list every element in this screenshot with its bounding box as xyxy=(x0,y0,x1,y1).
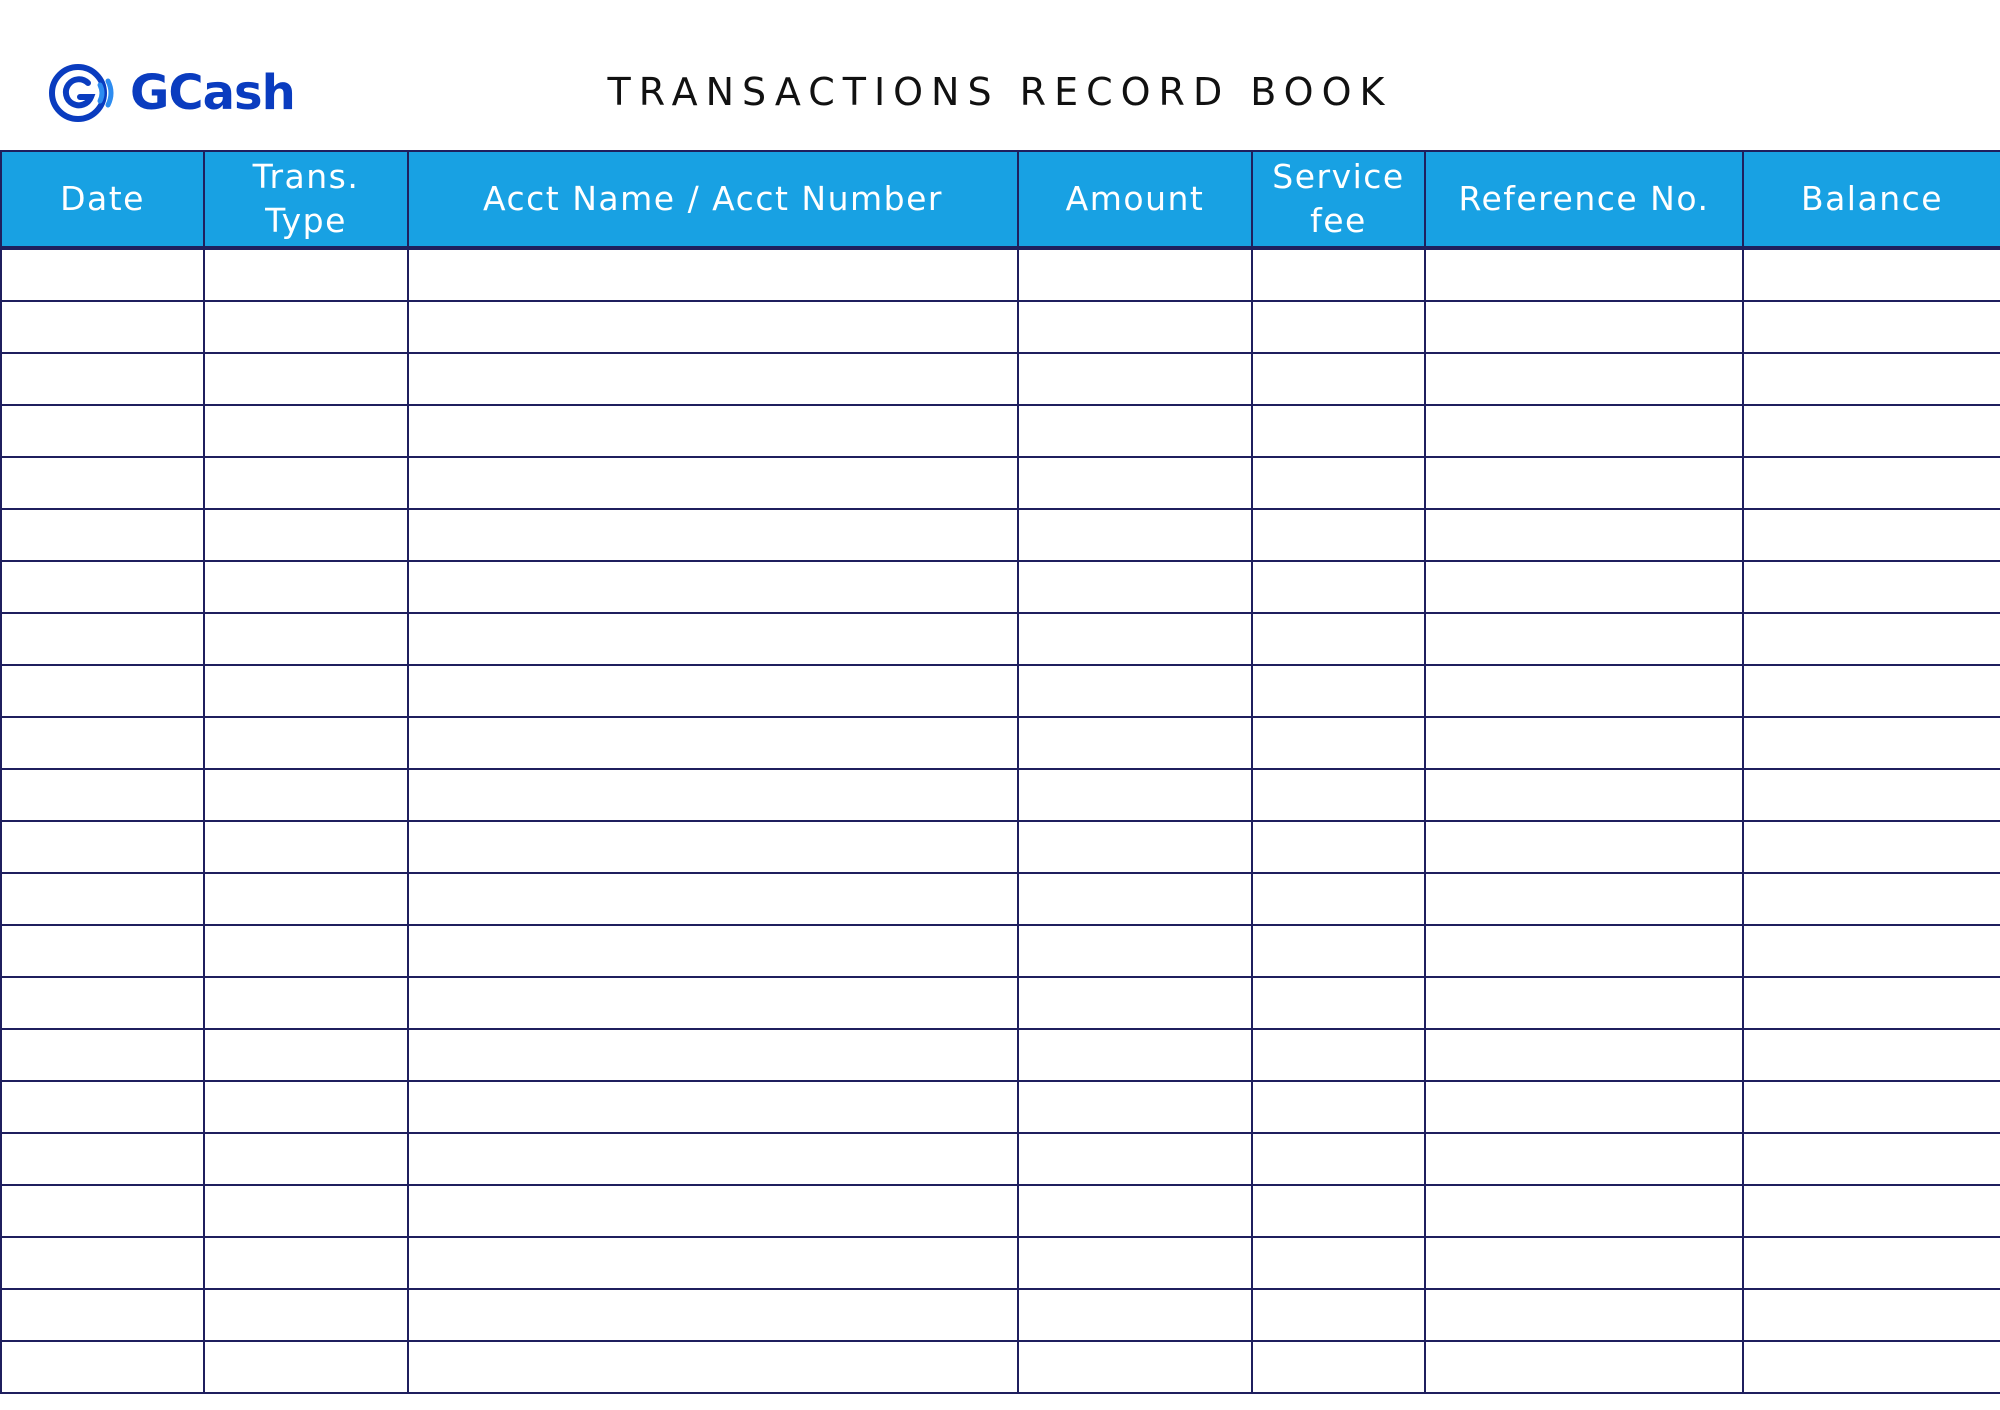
cell-amount[interactable] xyxy=(1018,301,1252,353)
cell-balance[interactable] xyxy=(1743,925,2000,977)
cell-trans-type[interactable] xyxy=(204,1237,408,1289)
cell-trans-type[interactable] xyxy=(204,1289,408,1341)
cell-date[interactable] xyxy=(1,821,204,873)
cell-date[interactable] xyxy=(1,665,204,717)
cell-trans-type[interactable] xyxy=(204,717,408,769)
cell-amount[interactable] xyxy=(1018,1185,1252,1237)
cell-trans-type[interactable] xyxy=(204,509,408,561)
table-row xyxy=(1,925,2000,977)
cell-reference-no[interactable] xyxy=(1425,977,1743,1029)
cell-service-fee[interactable] xyxy=(1252,301,1425,353)
table-row xyxy=(1,561,2000,613)
page-header xyxy=(0,0,2000,150)
cell-date[interactable] xyxy=(1,1081,204,1133)
transactions-table-container xyxy=(0,150,2000,1410)
column-header-date: Date xyxy=(1,151,204,248)
table-row xyxy=(1,301,2000,353)
cell-service-fee[interactable] xyxy=(1252,665,1425,717)
cell-date[interactable] xyxy=(1,353,204,405)
cell-acct-name-number[interactable] xyxy=(408,405,1018,457)
cell-balance[interactable] xyxy=(1743,353,2000,405)
cell-reference-no[interactable] xyxy=(1425,821,1743,873)
cell-service-fee[interactable] xyxy=(1252,1133,1425,1185)
cell-trans-type[interactable] xyxy=(204,405,408,457)
cell-reference-no[interactable] xyxy=(1425,1029,1743,1081)
cell-date[interactable] xyxy=(1,717,204,769)
column-header-reference-no: Reference No. xyxy=(1425,151,1743,248)
cell-amount[interactable] xyxy=(1018,1081,1252,1133)
cell-date[interactable] xyxy=(1,248,204,301)
cell-amount[interactable] xyxy=(1018,1289,1252,1341)
table-row xyxy=(1,769,2000,821)
cell-amount[interactable] xyxy=(1018,717,1252,769)
cell-service-fee[interactable] xyxy=(1252,1029,1425,1081)
cell-trans-type[interactable] xyxy=(204,977,408,1029)
cell-date[interactable] xyxy=(1,1029,204,1081)
table-row xyxy=(1,1133,2000,1185)
cell-balance[interactable] xyxy=(1743,1289,2000,1341)
cell-trans-type[interactable] xyxy=(204,301,408,353)
cell-balance[interactable] xyxy=(1743,1133,2000,1185)
cell-trans-type[interactable] xyxy=(204,561,408,613)
cell-date[interactable] xyxy=(1,925,204,977)
cell-acct-name-number[interactable] xyxy=(408,925,1018,977)
cell-balance[interactable] xyxy=(1743,561,2000,613)
cell-trans-type[interactable] xyxy=(204,1185,408,1237)
cell-service-fee[interactable] xyxy=(1252,925,1425,977)
cell-reference-no[interactable] xyxy=(1425,873,1743,925)
cell-date[interactable] xyxy=(1,301,204,353)
cell-service-fee[interactable] xyxy=(1252,1341,1425,1393)
cell-service-fee[interactable] xyxy=(1252,717,1425,769)
cell-date[interactable] xyxy=(1,405,204,457)
cell-service-fee[interactable] xyxy=(1252,561,1425,613)
cell-trans-type[interactable] xyxy=(204,873,408,925)
cell-date[interactable] xyxy=(1,1289,204,1341)
cell-amount[interactable] xyxy=(1018,873,1252,925)
cell-acct-name-number[interactable] xyxy=(408,248,1018,301)
cell-service-fee[interactable] xyxy=(1252,248,1425,301)
cell-service-fee[interactable] xyxy=(1252,1185,1425,1237)
table-header-row xyxy=(1,151,2000,248)
cell-acct-name-number[interactable] xyxy=(408,509,1018,561)
cell-amount[interactable] xyxy=(1018,509,1252,561)
cell-trans-type[interactable] xyxy=(204,1133,408,1185)
cell-balance[interactable] xyxy=(1743,1341,2000,1393)
page-title xyxy=(0,68,2000,116)
cell-date[interactable] xyxy=(1,457,204,509)
cell-service-fee[interactable] xyxy=(1252,769,1425,821)
cell-reference-no[interactable] xyxy=(1425,353,1743,405)
column-header-service-fee: Service fee xyxy=(1252,151,1425,248)
cell-acct-name-number[interactable] xyxy=(408,1341,1018,1393)
cell-acct-name-number[interactable] xyxy=(408,613,1018,665)
cell-trans-type[interactable] xyxy=(204,613,408,665)
cell-date[interactable] xyxy=(1,1185,204,1237)
cell-amount[interactable] xyxy=(1018,561,1252,613)
cell-amount[interactable] xyxy=(1018,353,1252,405)
cell-balance[interactable] xyxy=(1743,248,2000,301)
cell-acct-name-number[interactable] xyxy=(408,717,1018,769)
cell-acct-name-number[interactable] xyxy=(408,457,1018,509)
page-title-text: TRANSACTIONS RECORD BOOK xyxy=(607,70,1393,114)
table-row xyxy=(1,873,2000,925)
table-row xyxy=(1,613,2000,665)
cell-balance[interactable] xyxy=(1743,1081,2000,1133)
cell-acct-name-number[interactable] xyxy=(408,769,1018,821)
cell-trans-type[interactable] xyxy=(204,769,408,821)
table-row xyxy=(1,1029,2000,1081)
cell-trans-type[interactable] xyxy=(204,925,408,977)
cell-trans-type[interactable] xyxy=(204,248,408,301)
table-row xyxy=(1,821,2000,873)
cell-amount[interactable] xyxy=(1018,665,1252,717)
cell-reference-no[interactable] xyxy=(1425,1133,1743,1185)
cell-trans-type[interactable] xyxy=(204,1029,408,1081)
cell-reference-no[interactable] xyxy=(1425,769,1743,821)
cell-acct-name-number[interactable] xyxy=(408,1081,1018,1133)
cell-balance[interactable] xyxy=(1743,1029,2000,1081)
cell-service-fee[interactable] xyxy=(1252,1289,1425,1341)
column-header-acct-name-number: Acct Name / Acct Number xyxy=(408,151,1018,248)
cell-balance[interactable] xyxy=(1743,613,2000,665)
cell-reference-no[interactable] xyxy=(1425,925,1743,977)
cell-acct-name-number[interactable] xyxy=(408,821,1018,873)
table-row xyxy=(1,248,2000,301)
cell-date[interactable] xyxy=(1,613,204,665)
cell-balance[interactable] xyxy=(1743,405,2000,457)
cell-acct-name-number[interactable] xyxy=(408,301,1018,353)
cell-reference-no[interactable] xyxy=(1425,1341,1743,1393)
cell-service-fee[interactable] xyxy=(1252,1237,1425,1289)
cell-acct-name-number[interactable] xyxy=(408,1029,1018,1081)
cell-reference-no[interactable] xyxy=(1425,717,1743,769)
cell-balance[interactable] xyxy=(1743,301,2000,353)
cell-trans-type[interactable] xyxy=(204,353,408,405)
cell-date[interactable] xyxy=(1,561,204,613)
cell-trans-type[interactable] xyxy=(204,1081,408,1133)
cell-balance[interactable] xyxy=(1743,717,2000,769)
cell-service-fee[interactable] xyxy=(1252,821,1425,873)
table-row xyxy=(1,1289,2000,1341)
cell-amount[interactable] xyxy=(1018,1237,1252,1289)
cell-service-fee[interactable] xyxy=(1252,457,1425,509)
cell-amount[interactable] xyxy=(1018,457,1252,509)
cell-reference-no[interactable] xyxy=(1425,613,1743,665)
cell-reference-no[interactable] xyxy=(1425,1081,1743,1133)
cell-trans-type[interactable] xyxy=(204,665,408,717)
cell-balance[interactable] xyxy=(1743,873,2000,925)
cell-reference-no[interactable] xyxy=(1425,457,1743,509)
cell-reference-no[interactable] xyxy=(1425,1185,1743,1237)
cell-service-fee[interactable] xyxy=(1252,353,1425,405)
table-row xyxy=(1,665,2000,717)
cell-balance[interactable] xyxy=(1743,769,2000,821)
column-header-balance: Balance xyxy=(1743,151,2000,248)
brand-name: GCash xyxy=(130,65,295,121)
table-row xyxy=(1,405,2000,457)
cell-service-fee[interactable] xyxy=(1252,405,1425,457)
cell-date[interactable] xyxy=(1,1237,204,1289)
cell-balance[interactable] xyxy=(1743,821,2000,873)
column-header-trans-type: Trans. Type xyxy=(204,151,408,248)
cell-amount[interactable] xyxy=(1018,248,1252,301)
cell-acct-name-number[interactable] xyxy=(408,665,1018,717)
cell-reference-no[interactable] xyxy=(1425,248,1743,301)
table-body xyxy=(1,248,2000,1393)
cell-acct-name-number[interactable] xyxy=(408,1133,1018,1185)
cell-date[interactable] xyxy=(1,769,204,821)
cell-date[interactable] xyxy=(1,1341,204,1393)
cell-reference-no[interactable] xyxy=(1425,665,1743,717)
cell-amount[interactable] xyxy=(1018,1133,1252,1185)
cell-acct-name-number[interactable] xyxy=(408,561,1018,613)
cell-amount[interactable] xyxy=(1018,925,1252,977)
cell-balance[interactable] xyxy=(1743,977,2000,1029)
cell-amount[interactable] xyxy=(1018,1029,1252,1081)
cell-amount[interactable] xyxy=(1018,977,1252,1029)
cell-reference-no[interactable] xyxy=(1425,1237,1743,1289)
cell-date[interactable] xyxy=(1,509,204,561)
transactions-table xyxy=(0,150,2000,1394)
cell-amount[interactable] xyxy=(1018,613,1252,665)
cell-acct-name-number[interactable] xyxy=(408,977,1018,1029)
cell-service-fee[interactable] xyxy=(1252,613,1425,665)
cell-trans-type[interactable] xyxy=(204,821,408,873)
cell-date[interactable] xyxy=(1,1133,204,1185)
table-row xyxy=(1,977,2000,1029)
cell-amount[interactable] xyxy=(1018,769,1252,821)
cell-amount[interactable] xyxy=(1018,405,1252,457)
cell-balance[interactable] xyxy=(1743,509,2000,561)
table-row xyxy=(1,1237,2000,1289)
cell-acct-name-number[interactable] xyxy=(408,1289,1018,1341)
cell-service-fee[interactable] xyxy=(1252,977,1425,1029)
cell-service-fee[interactable] xyxy=(1252,509,1425,561)
cell-amount[interactable] xyxy=(1018,821,1252,873)
cell-reference-no[interactable] xyxy=(1425,509,1743,561)
table-row xyxy=(1,1341,2000,1393)
table-row xyxy=(1,1081,2000,1133)
table-row xyxy=(1,1185,2000,1237)
cell-acct-name-number[interactable] xyxy=(408,1185,1018,1237)
cell-trans-type[interactable] xyxy=(204,1341,408,1393)
cell-acct-name-number[interactable] xyxy=(408,353,1018,405)
table-row xyxy=(1,457,2000,509)
table-row xyxy=(1,717,2000,769)
cell-balance[interactable] xyxy=(1743,457,2000,509)
cell-reference-no[interactable] xyxy=(1425,1289,1743,1341)
cell-reference-no[interactable] xyxy=(1425,561,1743,613)
cell-balance[interactable] xyxy=(1743,665,2000,717)
cell-reference-no[interactable] xyxy=(1425,405,1743,457)
cell-balance[interactable] xyxy=(1743,1185,2000,1237)
table-row xyxy=(1,353,2000,405)
cell-acct-name-number[interactable] xyxy=(408,873,1018,925)
cell-date[interactable] xyxy=(1,977,204,1029)
cell-acct-name-number[interactable] xyxy=(408,1237,1018,1289)
cell-amount[interactable] xyxy=(1018,1341,1252,1393)
cell-date[interactable] xyxy=(1,873,204,925)
cell-balance[interactable] xyxy=(1743,1237,2000,1289)
cell-trans-type[interactable] xyxy=(204,457,408,509)
cell-reference-no[interactable] xyxy=(1425,301,1743,353)
column-header-amount: Amount xyxy=(1018,151,1252,248)
cell-service-fee[interactable] xyxy=(1252,873,1425,925)
cell-service-fee[interactable] xyxy=(1252,1081,1425,1133)
table-row xyxy=(1,509,2000,561)
